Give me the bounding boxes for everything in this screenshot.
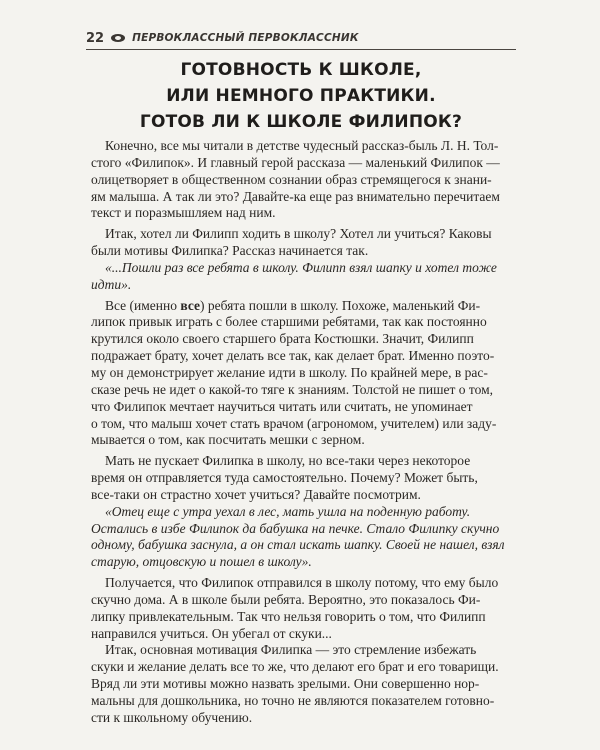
text-line: липку привлекательным. Так что нельзя говорить о том, что Филипп: [91, 608, 486, 624]
paragraph: [91, 575, 515, 642]
text-line: что Филипок мечтает научиться читать или считать, не упоминает: [91, 398, 473, 414]
text-line: время он отправляется туда самостоятельно. Почему? Может быть,: [91, 470, 478, 486]
text-line: Вряд ли эти мотивы можно назвать зрелыми. Они совершенно нор-: [91, 676, 480, 692]
quote: [91, 504, 515, 571]
ornament-icon: [111, 34, 125, 42]
emphasis: все: [180, 297, 200, 313]
text-line: Конечно, все мы читали в детстве чудесный рассказ-быль Л. Н. Тол-: [105, 138, 499, 153]
paragraph: [91, 453, 515, 504]
paragraph: [91, 138, 515, 222]
running-title: ПЕРВОКЛАССНЫЙ ПЕРВОКЛАССНИК: [132, 32, 359, 44]
text-line: текст и поразмышляем над ним.: [91, 205, 276, 221]
text-line: скучно дома. А в школе были ребята. Вероятно, это показалось Фи-: [91, 591, 481, 607]
quote-line: «...Пошли раз все ребята в школу. Филипп взял шапку и хотел тоже: [105, 259, 497, 275]
text-line: олицетворяет в общественном сознании образ стремящегося к знани-: [91, 171, 492, 187]
chapter-title-line: ГОТОВ ЛИ К ШКОЛЕ ФИЛИПОК?: [139, 112, 463, 132]
body-text: [91, 138, 515, 725]
page-number: 22: [86, 30, 105, 46]
text-line: му он демонстрирует желание идти в школу. По крайней мере, в рас-: [91, 364, 488, 380]
quote-line: идти».: [91, 276, 132, 292]
text-line: Мать не пускает Филипка в школу, но все-таки через некоторое: [105, 453, 471, 469]
text-line: стого «Филипок». И главный герой рассказа — маленький Филипок —: [91, 154, 500, 170]
text-line: сказе речь не идет о какой-то тяге к знаниям. Толстой не пишет о том,: [91, 381, 494, 397]
running-header: [86, 30, 516, 50]
quote-line: одному, бабушка заснула, а он стал искать шапку. Своей не нашел, взял: [91, 537, 505, 553]
quote-line: Остались в избе Филипок да бабушка на печке. Стало Филипку скучно: [91, 520, 500, 536]
text-line: мывается о том, как посчитать мешки с зерном.: [91, 432, 365, 448]
chapter-title: [86, 57, 516, 135]
text-line: мальны для дошкольника, но точно не являются показателем готовно-: [91, 693, 495, 708]
text-line: подражает брату, хочет делать все так, как делает брат. Именно поэто-: [91, 348, 495, 364]
text-fragment: ) ребята пошли в школу. Похоже, маленький Фи-: [199, 297, 481, 313]
chapter-title-line: ИЛИ НЕМНОГО ПРАКТИКИ.: [166, 86, 436, 106]
text-line: Итак, основная мотивация Филипка — это стремление избежать: [105, 642, 477, 658]
paragraph: [91, 642, 515, 726]
text-line: сти к школьному обучению.: [91, 709, 253, 725]
text-line: липок привык играть с более старшими ребятами, так как постоянно: [91, 314, 487, 330]
text-fragment: Все (именно: [105, 297, 181, 313]
quote-line: старую, отцовскую и пошел в школу».: [91, 554, 312, 570]
paragraph: [91, 226, 515, 260]
text-line: направился учиться. Он убегал от скуки...: [91, 625, 332, 641]
paragraph: [91, 298, 515, 450]
quote-line: «Отец еще с утра уехал в лес, мать ушла на поденную работу.: [105, 503, 471, 519]
text-line: крутился около своего старшего брата Костюшки. Значит, Филипп: [91, 331, 474, 347]
quote: [91, 260, 515, 294]
text-line: [91, 298, 515, 315]
text-line: ям малыша. А так ли это? Давайте-ка еще раз внимательно перечитаем: [91, 188, 500, 204]
chapter-title-line: ГОТОВНОСТЬ К ШКОЛЕ,: [180, 60, 422, 80]
text-line: все-таки он страстно хочет учиться? Давайте посмотрим.: [91, 486, 421, 502]
text-line: были мотивы Филипка? Рассказ начинается так.: [91, 243, 369, 259]
text-line: Получается, что Филипок отправился в школу потому, что ему было: [105, 575, 499, 591]
text-line: Итак, хотел ли Филипп ходить в школу? Хотел ли учиться? Каковы: [105, 226, 492, 242]
text-line: о том, что малыш хочет стать врачом (агрономом, учителем) или заду-: [91, 415, 497, 431]
text-line: скуки и желание делать все то же, что делают его брат и его товарищи.: [91, 659, 499, 675]
